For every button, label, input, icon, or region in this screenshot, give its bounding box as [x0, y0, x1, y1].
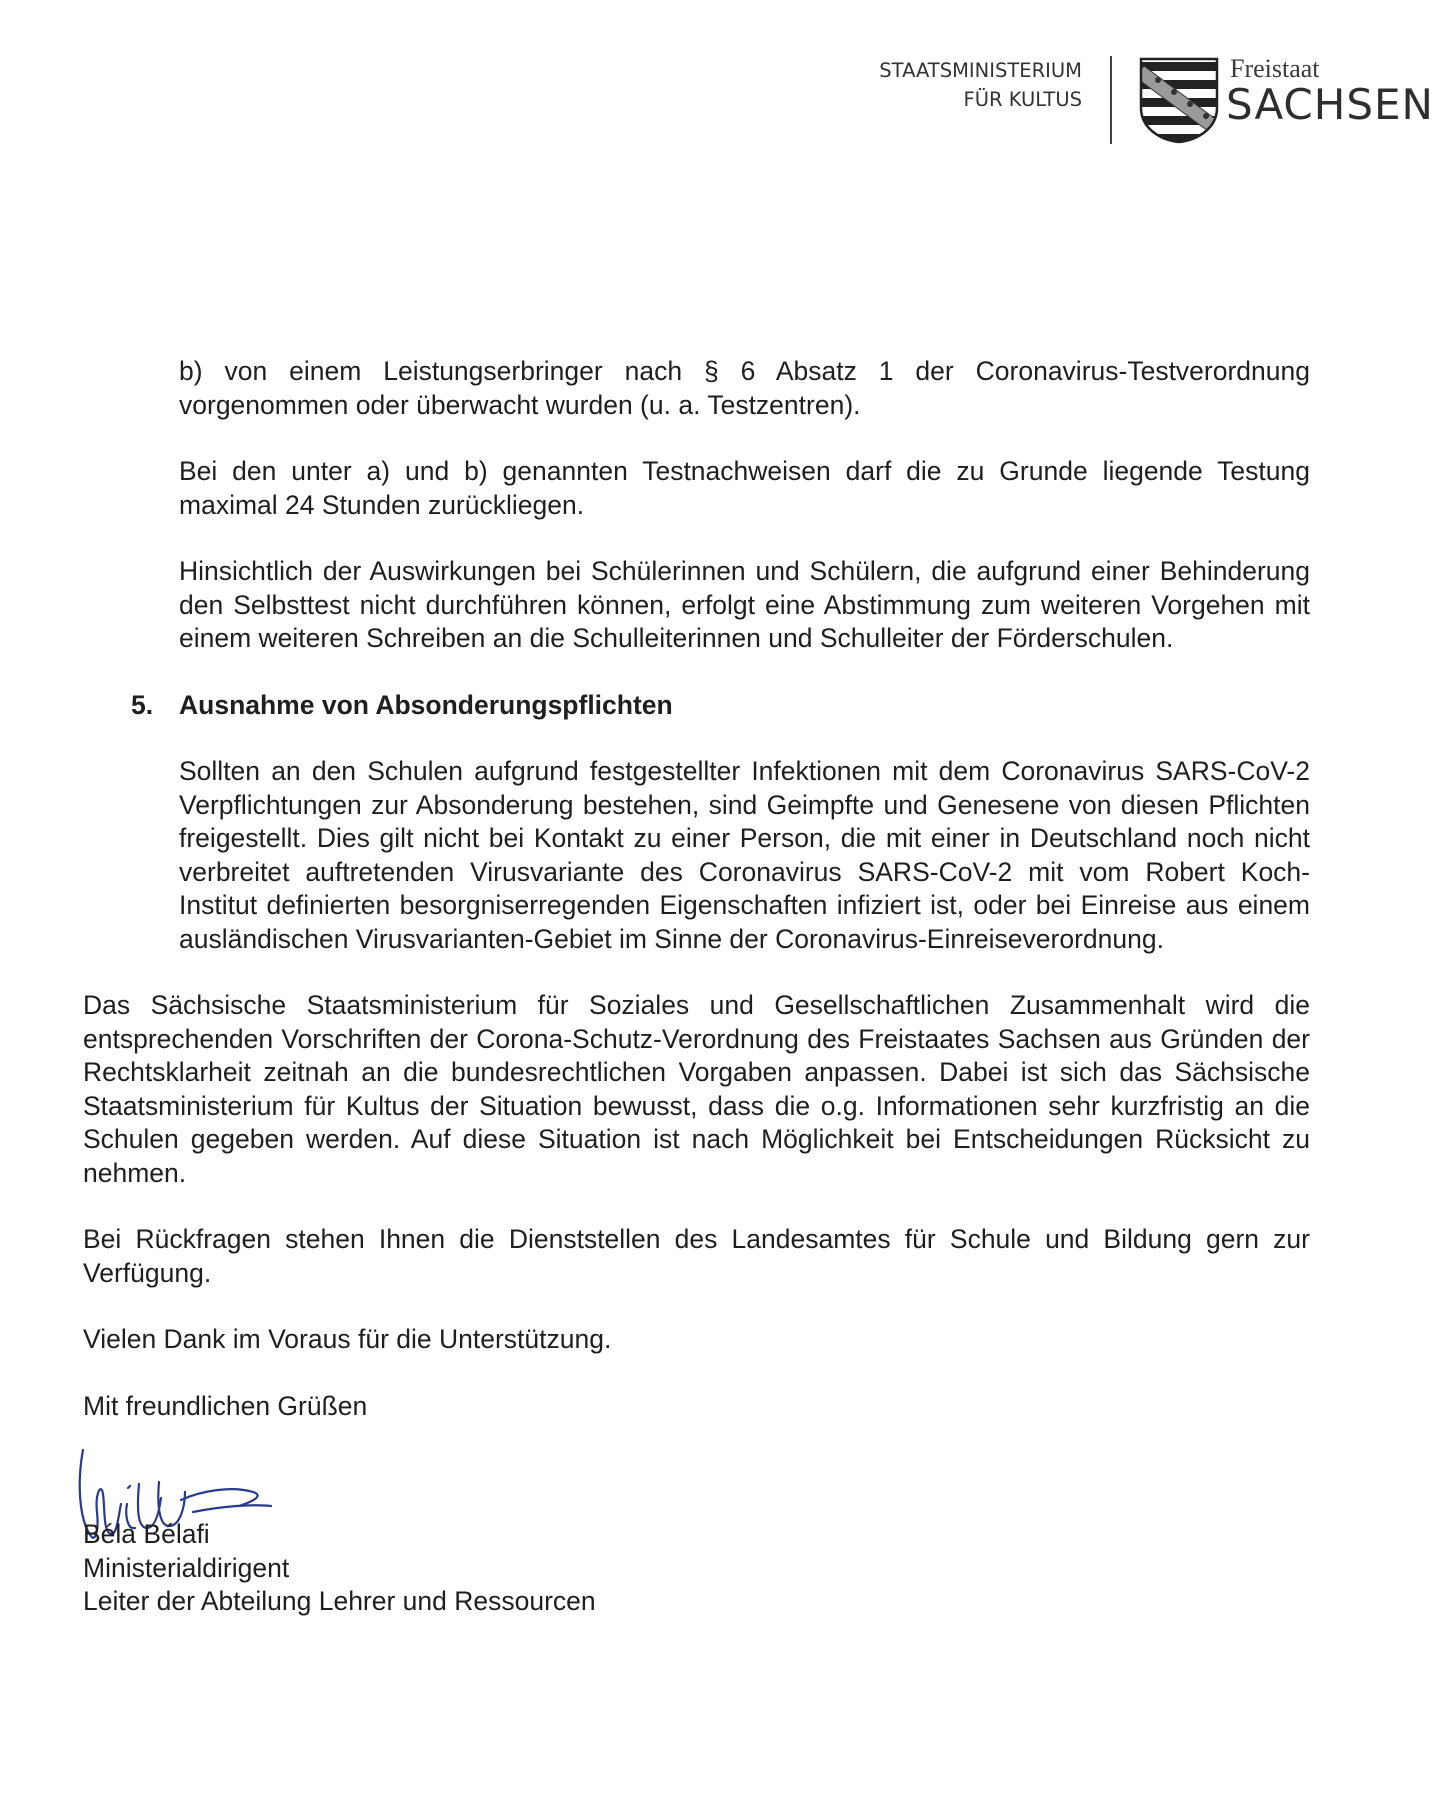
paragraph-test-validity: Bei den unter a) und b) genannten Testnachweisen darf die zu Grunde liegende Testung maximal 24 Stunden zurückliegen.: [179, 456, 1310, 520]
ministry-name: [820, 56, 1082, 114]
paragraph-thanks: Vielen Dank im Voraus für die Unterstützung.: [83, 1324, 612, 1354]
paragraph-ministry: Das Sächsische Staatsministerium für Soziales und Gesellschaftlichen Zusammenhalt wird die entsprechenden Vorschriften der Corona-Schutz-Verordnung des Freistaates Sachsen aus Gründen der Rechtsklarheit zeitnah an die bundesrechtlichen Vorgaben anpassen. Dabei ist sich das Sächsische Staatsministerium für Kultus der Situation bewusst, dass die o.g. Informationen sehr kurzfristig an die Schulen gegeben werden. Auf diese Situation ist nach Möglichkeit bei Entscheidungen Rücksicht zu nehmen.: [83, 990, 1310, 1188]
section-5-title: Ausnahme von Absonderungspflichten: [179, 689, 673, 720]
state-label-big: SACHSEN: [1226, 80, 1434, 129]
section-5-number: 5.: [131, 689, 154, 720]
signatory-name: Béla Bélafi: [83, 1519, 210, 1549]
signatory-title: Ministerialdirigent: [83, 1552, 290, 1583]
paragraph-section-5: Sollten an den Schulen aufgrund festgestellter Infektionen mit dem Coronavirus SARS-CoV-2 Verpflichtungen zur Absonderung bestehen, sind Geimpfte und Genesene von diesen Pflichten freigestellt. Dies gilt nicht bei Kontakt zu einer Person, die mit einer in Deutschland noch nicht verbreitet auftretenden Virusvariante des Coronavirus SARS-CoV-2 mit vom Robert Koch-Institut definierten besorgniserregenden Eigenschaften infiziert ist, oder bei Einreise aus einem ausländischen Virusvarianten-Gebiet im Sinne der Coronavirus-Einreiseverordnung.: [179, 756, 1310, 954]
signature-block: [83, 1390, 1310, 1619]
signatory-department: Leiter der Abteilung Lehrer und Ressourcen: [83, 1586, 596, 1616]
letterhead-divider: [1110, 56, 1112, 144]
ministry-line-1: STAATSMINISTERIUM: [879, 59, 1082, 82]
paragraph-b: b) von einem Leistungserbringer nach § 6 Absatz 1 der Coronavirus-Testverordnung vorgenommen oder überwacht wurden (u. a. Testzentren).: [179, 356, 1310, 420]
letterhead: [820, 52, 1434, 152]
saxony-coat-of-arms-icon: [1138, 56, 1220, 144]
letter-body: [83, 355, 1310, 1619]
closing-greeting: Mit freundlichen Grüßen: [83, 1390, 368, 1421]
state-label-small: Freistaat: [1230, 54, 1320, 83]
paragraph-questions: Bei Rückfragen stehen Ihnen die Dienststellen des Landesamtes für Schule und Bildung gern zur Verfügung.: [83, 1224, 1310, 1288]
paragraph-disability: Hinsichtlich der Auswirkungen bei Schülerinnen und Schülern, die aufgrund einer Behinderung den Selbsttest nicht durchführen können, erfolgt eine Abstimmung zum weiteren Vorgehen mit einem weiteren Schreiben an die Schulleiterinnen und Schulleiter der Förderschulen.: [179, 556, 1310, 653]
ministry-line-2: FÜR KULTUS: [963, 88, 1082, 111]
section-5-heading: [83, 689, 1310, 723]
